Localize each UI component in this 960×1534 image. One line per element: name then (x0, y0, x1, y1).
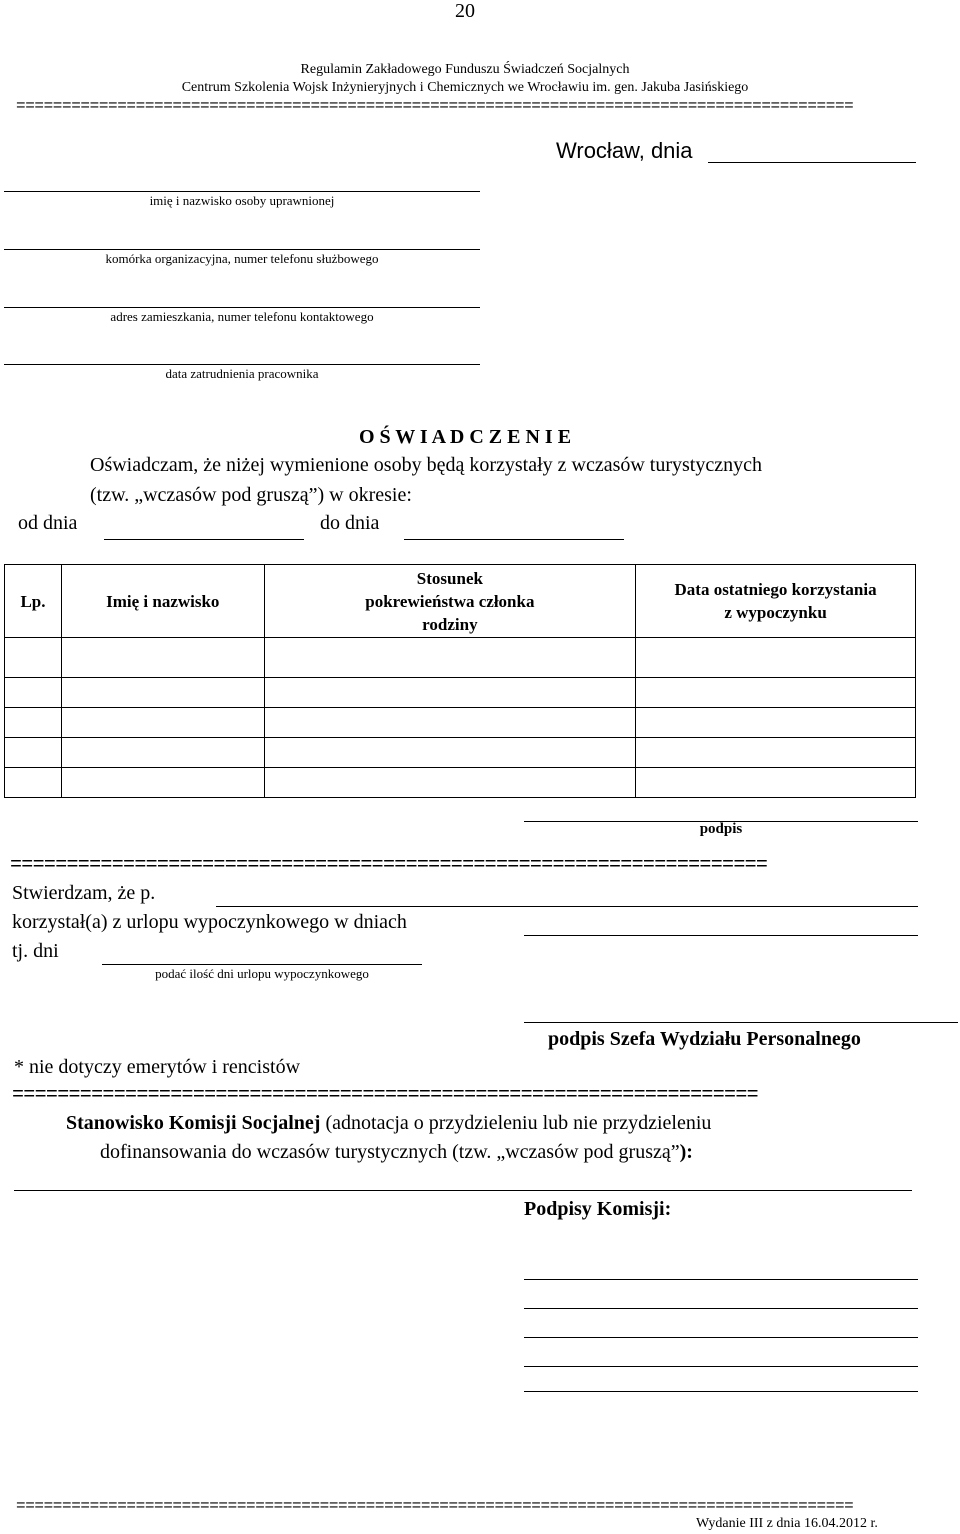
table-row (5, 738, 916, 768)
commission-signature-line[interactable] (524, 1391, 918, 1392)
table-header-row (5, 565, 916, 638)
declaration-line-2: (tzw. „wczasów pod gruszą”) w okresie: (90, 484, 412, 506)
commission-signature-line[interactable] (524, 1337, 918, 1338)
place-date-label: Wrocław, dnia (556, 138, 693, 163)
confirmation-line-1: Stwierdzam, że p. (12, 882, 156, 904)
commission-title-rest: (adnotacja o przydzieleniu lub nie przydzieleniu (320, 1112, 712, 1134)
col-header-relation-text: Stosunek pokrewieństwa członka rodziny (365, 568, 535, 634)
cell-last-date[interactable] (636, 768, 916, 798)
cell-name[interactable] (61, 738, 264, 768)
department-field-label: komórka organizacyjna, numer telefonu służbowego (105, 251, 379, 266)
cell-last-date[interactable] (636, 678, 916, 708)
employment-date-line[interactable] (4, 364, 480, 365)
commission-signatures-label: Podpisy Komisji: (524, 1198, 672, 1220)
table-row (5, 678, 916, 708)
department-line[interactable] (4, 249, 480, 250)
address-line[interactable] (4, 307, 480, 308)
commission-decision-line[interactable] (14, 1190, 912, 1191)
header-title: Regulamin Zakładowego Funduszu Świadczeń Socjalnych (300, 62, 630, 77)
name-line[interactable] (4, 191, 480, 192)
commission-title: Stanowisko Komisji Socjalnej (66, 1112, 321, 1134)
declaration-line-1: Oświadczam, że niżej wymienione osoby będą korzystały z wczasów turystycznych (90, 454, 762, 476)
edition-info: Wydanie III z dnia 16.04.2012 r. (696, 1516, 878, 1531)
commission-heading-line-1 (66, 1112, 711, 1135)
header-separator: =========================================================================================== (16, 98, 854, 114)
commission-signature-line[interactable] (524, 1279, 918, 1280)
header-institution: Centrum Szkolenia Wojsk Inżynieryjnych i Chemicznych we Wrocławiu im. gen. Jakuba Jasińskiego (181, 80, 749, 95)
page-number: 20 (455, 0, 475, 22)
declaration-title: O Ś W I A D C Z E N I E (358, 426, 572, 448)
cell-relation[interactable] (264, 678, 636, 708)
col-header-last-date-text: Data ostatniego korzystania z wypoczynku (674, 580, 877, 622)
retirees-footnote: * nie dotyczy emerytów i rencistów (14, 1056, 301, 1078)
from-date-label: od dnia (18, 512, 78, 534)
to-date-line[interactable] (404, 539, 624, 540)
cell-last-date[interactable] (636, 738, 916, 768)
cell-relation[interactable] (264, 768, 636, 798)
name-field-label: imię i nazwisko osoby uprawnionej (149, 193, 335, 208)
confirmation-line-2: korzystał(a) z urlopu wypoczynkowego w dniach (12, 911, 407, 933)
cell-lp[interactable] (5, 678, 62, 708)
confirmation-separator: =================================================================== (10, 856, 768, 876)
commission-signature-line[interactable] (524, 1366, 918, 1367)
cell-lp[interactable] (5, 738, 62, 768)
cell-lp[interactable] (5, 708, 62, 738)
cell-relation[interactable] (264, 638, 636, 678)
cell-name[interactable] (61, 678, 264, 708)
hr-chief-signature-label: podpis Szefa Wydziału Personalnego (548, 1028, 861, 1050)
cell-last-date[interactable] (636, 638, 916, 678)
from-date-line[interactable] (104, 539, 304, 540)
leave-days-hint: podać ilość dni urlopu wypoczynkowego (155, 966, 369, 981)
col-header-relation (264, 565, 636, 638)
table-row (5, 708, 916, 738)
col-header-name: Imię i nazwisko (61, 565, 264, 638)
footer-separator: =========================================================================================== (16, 1498, 854, 1514)
applicant-signature-label: podpis (699, 821, 743, 837)
hr-chief-signature-line[interactable] (524, 1022, 958, 1023)
table-row (5, 638, 916, 678)
cell-relation[interactable] (264, 708, 636, 738)
cell-lp[interactable] (5, 638, 62, 678)
cell-lp[interactable] (5, 768, 62, 798)
col-header-lp: Lp. (5, 565, 62, 638)
commission-separator: ================================================================== (12, 1086, 758, 1106)
cell-last-date[interactable] (636, 708, 916, 738)
cell-name[interactable] (61, 708, 264, 738)
commission-signature-line[interactable] (524, 1308, 918, 1309)
cell-relation[interactable] (264, 738, 636, 768)
family-members-table (4, 564, 916, 798)
col-header-last-date (636, 565, 916, 638)
cell-name[interactable] (61, 768, 264, 798)
commission-line-2-text: dofinansowania do wczasów turystycznych (tzw. „wczasów pod gruszą” (100, 1141, 680, 1163)
table-row (5, 768, 916, 798)
employment-date-field-label: data zatrudnienia pracownika (165, 366, 319, 381)
cell-name[interactable] (61, 638, 264, 678)
address-field-label: adres zamieszkania, numer telefonu kontaktowego (110, 309, 374, 324)
date-line[interactable] (708, 162, 916, 163)
commission-heading-line-2 (100, 1141, 693, 1164)
to-date-label: do dnia (320, 512, 380, 534)
commission-line-2-end: ): (679, 1141, 693, 1163)
confirmation-line-3: tj. dni (12, 940, 59, 962)
person-name-line[interactable] (216, 906, 918, 907)
leave-days-line[interactable] (102, 964, 422, 965)
leave-dates-line[interactable] (524, 935, 918, 936)
